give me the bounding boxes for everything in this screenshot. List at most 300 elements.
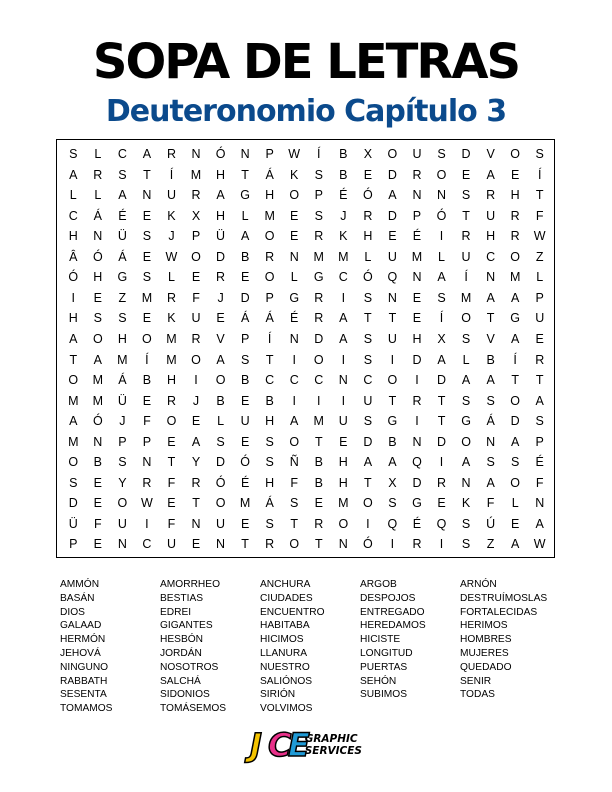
grid-letter: I bbox=[317, 393, 321, 408]
grid-letter: O bbox=[461, 434, 471, 449]
grid-letter: O bbox=[264, 270, 275, 285]
grid-letter: I bbox=[390, 537, 395, 552]
letter-grid-frame bbox=[56, 139, 555, 558]
grid-letter: Í bbox=[464, 270, 468, 285]
grid-letter: I bbox=[439, 455, 444, 470]
grid-letter: B bbox=[388, 434, 397, 449]
grid-letter: É bbox=[535, 455, 544, 470]
word-list-item: HEREDAMOS bbox=[360, 620, 426, 632]
grid-letter: M bbox=[68, 393, 79, 408]
grid-letter: F bbox=[535, 208, 544, 223]
word-list-item: SUBIMOS bbox=[360, 689, 407, 701]
grid-letter: Á bbox=[93, 208, 102, 223]
grid-letter: Ü bbox=[68, 516, 78, 531]
word-list-item: JORDÁN bbox=[160, 647, 202, 659]
grid-letter: N bbox=[535, 496, 545, 511]
grid-letter: I bbox=[194, 373, 198, 388]
grid-letter: D bbox=[216, 455, 226, 470]
grid-letter: S bbox=[461, 188, 471, 203]
grid-letter: S bbox=[363, 331, 373, 346]
grid-letter: M bbox=[313, 414, 324, 429]
grid-letter: H bbox=[338, 475, 348, 490]
word-list-item: ARNÓN bbox=[460, 579, 497, 590]
grid-letter: L bbox=[167, 270, 175, 285]
grid-letter: Á bbox=[240, 311, 250, 326]
grid-letter: S bbox=[363, 414, 373, 429]
grid-letter: S bbox=[388, 496, 397, 511]
grid-letter: C bbox=[289, 373, 299, 388]
grid-letter: E bbox=[216, 311, 225, 326]
grid-letter: O bbox=[166, 414, 177, 429]
grid-letter: Ó bbox=[240, 455, 250, 470]
word-list-item: AMORRHEO bbox=[160, 579, 220, 590]
grid-letter: N bbox=[93, 434, 103, 449]
grid-letter: G bbox=[510, 311, 521, 326]
grid-letter: H bbox=[265, 414, 275, 429]
grid-letter: E bbox=[535, 331, 544, 346]
grid-letter: T bbox=[241, 167, 249, 182]
grid-letter: I bbox=[415, 373, 419, 388]
grid-letter: F bbox=[143, 414, 151, 429]
word-list-item: TODAS bbox=[460, 689, 495, 701]
grid-letter: X bbox=[437, 331, 446, 346]
word-list-item: HERIMOS bbox=[460, 620, 508, 632]
grid-letter: E bbox=[240, 393, 250, 408]
grid-letter: Í bbox=[537, 167, 542, 182]
grid-letter: L bbox=[217, 414, 225, 429]
grid-letter: T bbox=[314, 434, 323, 449]
word-list-item: SIRIÓN bbox=[260, 689, 296, 701]
grid-letter: M bbox=[117, 352, 128, 367]
grid-letter: E bbox=[510, 516, 520, 531]
grid-letter: S bbox=[461, 393, 471, 408]
grid-letter: O bbox=[289, 537, 300, 552]
grid-letter: T bbox=[192, 496, 200, 511]
word-list-column bbox=[360, 578, 460, 716]
word-list-item: HESBÓN bbox=[160, 634, 204, 646]
grid-letter: O bbox=[68, 455, 79, 470]
grid-letter: É bbox=[240, 475, 250, 490]
grid-letter: F bbox=[486, 496, 495, 511]
grid-letter: L bbox=[438, 249, 445, 264]
grid-letter: S bbox=[240, 352, 250, 367]
grid-letter: U bbox=[486, 208, 496, 223]
grid-letter: B bbox=[339, 147, 348, 162]
grid-letter: N bbox=[412, 270, 422, 285]
logo-letter-e: E bbox=[288, 726, 310, 764]
grid-letter: O bbox=[510, 249, 521, 264]
grid-letter: A bbox=[339, 311, 348, 326]
word-list-column bbox=[260, 578, 360, 716]
word-list-item: FORTALECIDAS bbox=[460, 606, 538, 618]
grid-letter: H bbox=[265, 475, 275, 490]
grid-letter: N bbox=[437, 188, 447, 203]
grid-letter: C bbox=[363, 373, 373, 388]
grid-letter: A bbox=[510, 434, 520, 449]
grid-letter: Ó bbox=[92, 249, 103, 264]
logo-letter-c: C bbox=[268, 726, 292, 764]
grid-letter: D bbox=[412, 475, 422, 490]
grid-letter: X bbox=[191, 208, 201, 223]
grid-letter: A bbox=[93, 352, 102, 367]
grid-letter: Í bbox=[513, 352, 517, 367]
logo-text-line2: SERVICES bbox=[304, 745, 362, 757]
word-list-item: BESTIAS bbox=[160, 592, 204, 604]
grid-letter: N bbox=[117, 537, 127, 552]
grid-letter: O bbox=[117, 496, 128, 511]
grid-letter: V bbox=[486, 331, 495, 346]
grid-letter: Ó bbox=[92, 414, 103, 429]
word-list-item: SESENTA bbox=[60, 689, 107, 701]
grid-letter: K bbox=[339, 229, 348, 244]
grid-letter: A bbox=[461, 455, 471, 470]
grid-letter: D bbox=[314, 331, 324, 346]
grid-letter: R bbox=[535, 352, 545, 367]
grid-letter: A bbox=[216, 188, 225, 203]
grid-letter: E bbox=[412, 290, 422, 305]
grid-letter: O bbox=[313, 352, 324, 367]
grid-letter: U bbox=[412, 147, 422, 162]
grid-letter: A bbox=[486, 167, 495, 182]
grid-letter: Ó bbox=[215, 147, 226, 162]
grid-letter: L bbox=[462, 352, 470, 367]
grid-letter: U bbox=[363, 393, 373, 408]
grid-letter: S bbox=[363, 352, 373, 367]
grid-letter: A bbox=[510, 331, 520, 346]
grid-letter: N bbox=[240, 147, 250, 162]
grid-letter: I bbox=[341, 352, 346, 367]
grid-letter: Í bbox=[169, 167, 174, 182]
grid-letter: K bbox=[290, 167, 299, 182]
grid-letter: T bbox=[314, 537, 323, 552]
grid-letter: U bbox=[535, 311, 545, 326]
grid-letter: E bbox=[437, 496, 446, 511]
grid-letter: T bbox=[69, 352, 78, 367]
grid-letter: B bbox=[240, 249, 250, 264]
grid-letter: O bbox=[387, 373, 398, 388]
word-list-item: ENCUENTRO bbox=[260, 606, 325, 618]
grid-letter: E bbox=[363, 167, 373, 182]
grid-letter: J bbox=[340, 208, 347, 223]
grid-letter: É bbox=[412, 516, 422, 531]
grid-letter: Á bbox=[265, 167, 274, 182]
grid-letter: S bbox=[69, 475, 78, 490]
grid-letter: I bbox=[439, 229, 444, 244]
grid-letter: E bbox=[412, 311, 422, 326]
grid-letter: U bbox=[191, 311, 201, 326]
grid-letter: R bbox=[412, 537, 422, 552]
grid-letter: Í bbox=[317, 147, 321, 162]
grid-letter: W bbox=[533, 537, 546, 552]
grid-letter: N bbox=[412, 434, 422, 449]
grid-letter: Z bbox=[118, 290, 127, 305]
grid-letter: T bbox=[265, 352, 274, 367]
word-list-item: SALIÓNOS bbox=[260, 675, 313, 687]
grid-letter: C bbox=[117, 147, 127, 162]
grid-letter: D bbox=[437, 373, 447, 388]
grid-letter: A bbox=[486, 475, 495, 490]
word-list-item: DESPOJOS bbox=[360, 592, 416, 604]
grid-letter: Í bbox=[267, 331, 272, 346]
word-list-item: BASÁN bbox=[60, 592, 95, 604]
grid-letter: O bbox=[510, 393, 521, 408]
grid-letter: K bbox=[167, 208, 176, 223]
grid-letter: É bbox=[118, 208, 127, 223]
grid-letter: A bbox=[388, 455, 397, 470]
grid-letter: B bbox=[240, 373, 250, 388]
grid-letter: H bbox=[510, 188, 520, 203]
word-list-item: SIDONIOS bbox=[160, 689, 210, 701]
grid-letter: A bbox=[510, 290, 520, 305]
grid-letter: A bbox=[437, 352, 446, 367]
grid-letter: Z bbox=[535, 249, 544, 264]
grid-letter: B bbox=[216, 393, 225, 408]
grid-letter: É bbox=[339, 188, 348, 203]
grid-letter: O bbox=[510, 147, 521, 162]
grid-letter: O bbox=[215, 373, 226, 388]
grid-letter: D bbox=[387, 208, 397, 223]
grid-letter: L bbox=[94, 147, 102, 162]
grid-letter: E bbox=[314, 496, 323, 511]
grid-letter: E bbox=[167, 434, 176, 449]
grid-letter: Ú bbox=[486, 516, 496, 531]
grid-letter: F bbox=[535, 475, 544, 490]
grid-letter: N bbox=[461, 475, 471, 490]
grid-letter: S bbox=[118, 167, 127, 182]
grid-letter: C bbox=[314, 373, 324, 388]
grid-letter: U bbox=[240, 414, 250, 429]
grid-letter: U bbox=[166, 537, 176, 552]
grid-letter: W bbox=[288, 147, 301, 162]
grid-letter: A bbox=[510, 537, 520, 552]
word-list-item: MUJERES bbox=[460, 647, 509, 659]
grid-letter: U bbox=[216, 516, 226, 531]
word-list-item: HICISTE bbox=[360, 634, 401, 646]
grid-letter: T bbox=[511, 373, 519, 388]
grid-letter: G bbox=[289, 290, 300, 305]
grid-letter: N bbox=[142, 188, 152, 203]
grid-letter: T bbox=[364, 311, 372, 326]
grid-letter: S bbox=[290, 496, 299, 511]
grid-letter: Í bbox=[145, 352, 149, 367]
word-list-item: ARGOB bbox=[360, 579, 397, 590]
grid-letter: R bbox=[216, 270, 226, 285]
grid-letter: I bbox=[292, 352, 296, 367]
grid-letter: L bbox=[536, 270, 544, 285]
grid-letter: A bbox=[461, 373, 471, 388]
grid-letter: É bbox=[412, 229, 422, 244]
grid-letter: E bbox=[191, 537, 201, 552]
grid-letter: I bbox=[390, 352, 395, 367]
grid-letter: W bbox=[533, 229, 546, 244]
grid-letter: R bbox=[166, 393, 176, 408]
grid-letter: Á bbox=[118, 373, 127, 388]
grid-letter: U bbox=[117, 516, 127, 531]
grid-letter: Á bbox=[265, 496, 274, 511]
grid-letter: O bbox=[289, 188, 300, 203]
grid-letter: A bbox=[437, 270, 446, 285]
grid-letter: O bbox=[387, 147, 398, 162]
grid-letter: N bbox=[412, 188, 422, 203]
grid-letter: N bbox=[191, 147, 201, 162]
word-list-column bbox=[160, 578, 260, 716]
grid-letter: S bbox=[69, 147, 78, 162]
grid-letter: C bbox=[486, 249, 496, 264]
word-list-item: HOMBRES bbox=[460, 634, 512, 646]
page-title: SOPA DE LETRAS bbox=[92, 34, 520, 90]
grid-letter: L bbox=[511, 496, 519, 511]
grid-letter: S bbox=[216, 434, 225, 449]
grid-letter: I bbox=[71, 290, 76, 305]
grid-letter: S bbox=[535, 414, 544, 429]
grid-letter: D bbox=[510, 414, 520, 429]
grid-letter: Á bbox=[118, 249, 127, 264]
grid-letter: S bbox=[486, 455, 495, 470]
grid-letter: S bbox=[437, 147, 446, 162]
grid-letter: A bbox=[290, 414, 299, 429]
grid-letter: Ó bbox=[68, 270, 79, 285]
grid-letter: N bbox=[289, 331, 299, 346]
grid-letter: F bbox=[167, 475, 176, 490]
grid-letter: C bbox=[68, 208, 78, 223]
grid-letter: H bbox=[93, 270, 103, 285]
grid-letter: P bbox=[69, 537, 78, 552]
grid-letter: T bbox=[388, 311, 397, 326]
grid-letter: O bbox=[215, 496, 226, 511]
grid-letter: G bbox=[313, 270, 324, 285]
grid-letter: T bbox=[388, 393, 397, 408]
grid-letter: M bbox=[166, 331, 177, 346]
grid-letter: Ó bbox=[363, 188, 373, 203]
grid-letter: R bbox=[412, 167, 422, 182]
grid-letter: M bbox=[190, 167, 202, 182]
word-list bbox=[60, 578, 570, 716]
grid-letter: A bbox=[142, 147, 152, 162]
grid-letter: O bbox=[68, 373, 79, 388]
grid-letter: O bbox=[363, 496, 373, 511]
grid-letter: R bbox=[510, 229, 520, 244]
grid-letter: B bbox=[314, 455, 323, 470]
grid-letter: O bbox=[338, 516, 349, 531]
grid-letter: N bbox=[191, 516, 201, 531]
grid-letter: É bbox=[290, 311, 299, 326]
grid-letter: N bbox=[93, 229, 103, 244]
grid-letter: D bbox=[387, 167, 397, 182]
grid-letter: T bbox=[437, 393, 446, 408]
grid-letter: T bbox=[535, 373, 544, 388]
logo-text bbox=[305, 733, 362, 757]
grid-letter: G bbox=[461, 414, 471, 429]
grid-letter: X bbox=[363, 147, 373, 162]
grid-letter: I bbox=[415, 414, 419, 429]
grid-letter: U bbox=[387, 249, 397, 264]
word-list-item: EDREI bbox=[160, 606, 192, 618]
word-list-column bbox=[60, 578, 160, 716]
grid-letter: K bbox=[167, 311, 176, 326]
grid-letter: P bbox=[142, 434, 152, 449]
grid-letter: U bbox=[387, 331, 397, 346]
grid-letter: E bbox=[191, 270, 201, 285]
grid-letter: L bbox=[364, 249, 372, 264]
grid-letter: S bbox=[118, 455, 127, 470]
grid-letter: Â bbox=[69, 249, 78, 264]
word-list-item: ENTREGADO bbox=[360, 606, 425, 618]
word-list-item: VOLVIMOS bbox=[260, 703, 313, 715]
grid-letter: A bbox=[535, 393, 544, 408]
grid-letter: E bbox=[93, 290, 102, 305]
grid-letter: Q bbox=[412, 455, 422, 470]
grid-letter: R bbox=[412, 393, 422, 408]
grid-letter: N bbox=[486, 434, 496, 449]
grid-letter: T bbox=[364, 475, 372, 490]
grid-letter: X bbox=[388, 475, 397, 490]
grid-letter: M bbox=[313, 249, 324, 264]
grid-letter: O bbox=[264, 229, 275, 244]
grid-letter: M bbox=[68, 434, 79, 449]
grid-letter: A bbox=[69, 167, 78, 182]
grid-letter: G bbox=[240, 188, 250, 203]
word-list-item: CIUDADES bbox=[260, 592, 313, 604]
grid-letter: C bbox=[265, 373, 275, 388]
word-list-item: NINGUNO bbox=[60, 661, 109, 673]
grid-letter: S bbox=[142, 270, 152, 285]
grid-letter: T bbox=[167, 455, 176, 470]
grid-letter: E bbox=[167, 496, 176, 511]
word-list-item: AMMÓN bbox=[60, 579, 100, 590]
grid-letter: T bbox=[535, 188, 544, 203]
grid-letter: D bbox=[363, 434, 373, 449]
grid-letter: Ó bbox=[215, 475, 226, 490]
grid-letter: R bbox=[437, 475, 447, 490]
word-list-item: HERMÓN bbox=[60, 634, 106, 646]
grid-letter: W bbox=[141, 496, 153, 511]
word-list-item: HICIMOS bbox=[260, 634, 304, 646]
grid-letter: C bbox=[142, 537, 152, 552]
grid-letter: J bbox=[168, 229, 175, 244]
grid-letter: I bbox=[292, 393, 296, 408]
grid-letter: S bbox=[486, 393, 495, 408]
grid-letter: M bbox=[264, 208, 275, 223]
grid-letter: E bbox=[93, 537, 102, 552]
grid-letter: L bbox=[94, 188, 102, 203]
word-list-item: GALAAD bbox=[60, 620, 102, 632]
grid-letter: S bbox=[461, 331, 471, 346]
grid-letter: S bbox=[265, 434, 274, 449]
grid-letter: Q bbox=[387, 270, 398, 285]
grid-letter: R bbox=[166, 290, 176, 305]
grid-letter: Q bbox=[436, 516, 447, 531]
grid-letter: T bbox=[143, 167, 151, 182]
grid-letter: S bbox=[461, 516, 471, 531]
grid-letter: N bbox=[387, 290, 397, 305]
grid-letter: R bbox=[191, 188, 201, 203]
grid-letter: D bbox=[412, 352, 422, 367]
logo-letter-j: J bbox=[250, 726, 262, 764]
grid-letter: R bbox=[510, 208, 520, 223]
grid-letter: M bbox=[239, 496, 251, 511]
word-list-column bbox=[460, 578, 570, 716]
grid-letter: N bbox=[338, 537, 348, 552]
grid-letter: I bbox=[145, 516, 149, 531]
grid-letter: H bbox=[265, 188, 275, 203]
word-list-item: PUERTAS bbox=[360, 661, 408, 673]
grid-letter: A bbox=[388, 188, 397, 203]
grid-letter: U bbox=[461, 249, 471, 264]
grid-letter: N bbox=[289, 249, 299, 264]
word-list-item: SEHÓN bbox=[360, 675, 397, 687]
grid-letter: O bbox=[461, 311, 471, 326]
grid-letter: D bbox=[216, 249, 226, 264]
